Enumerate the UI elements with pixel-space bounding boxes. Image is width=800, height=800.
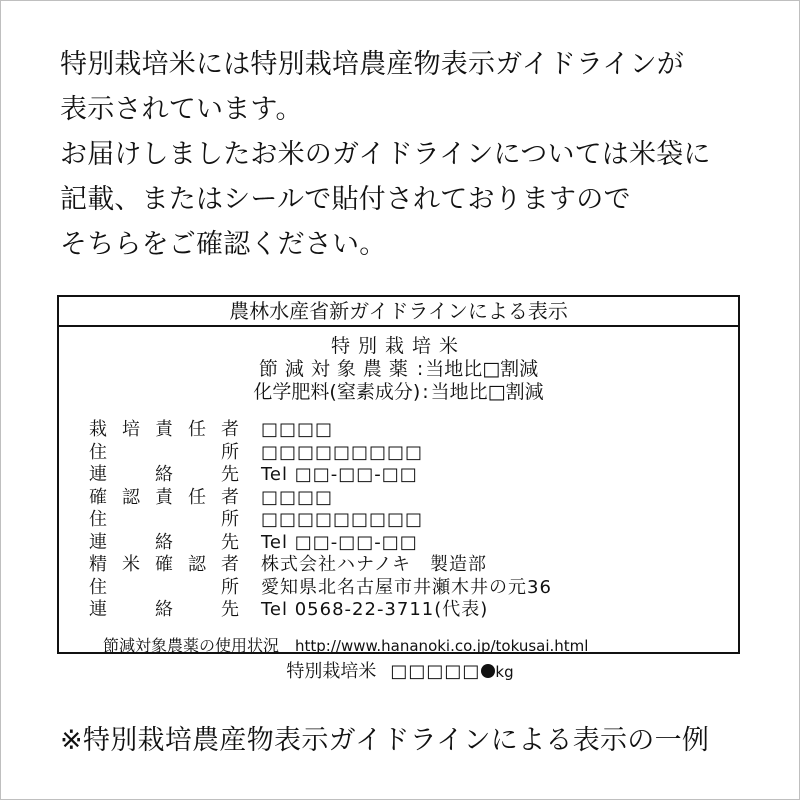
info-key-char: 絡 [155,599,173,620]
info-row [89,509,552,532]
info-key [89,509,239,532]
intro-line: 特別栽培米には特別栽培農産物表示ガイドラインが [60,49,684,80]
info-row [89,577,552,600]
colon: : [422,381,429,403]
info-key-char: 栽 [89,419,107,440]
pesticide-value: 当地比□割減 [425,358,539,380]
info-key-char: 住 [89,576,107,598]
info-key-char: 責 [155,419,173,440]
fertilizer-value: 当地比□割減 [430,381,544,403]
intro-text [60,42,780,267]
usage-status-label: 節減対象農薬の使用状況 [103,636,280,655]
guideline-label-box [57,295,740,654]
info-key [89,419,239,442]
info-key-char: 所 [221,576,239,598]
info-key [89,599,239,622]
intro-line: 表示されています。 [60,94,303,125]
info-key [89,532,239,555]
intro-line: お届けしましたお米のガイドラインについては米袋に [60,139,711,170]
info-key-char: 確 [155,554,173,575]
intro-line: そちらをご確認ください。 [60,229,387,260]
info-key [89,554,239,577]
label-header: 農林水産省新ガイドラインによる表示 [59,297,738,327]
info-key-char: 者 [221,554,239,575]
fertilizer-line [59,377,738,404]
info-key-char: 先 [221,531,239,553]
info-key-char: 連 [89,464,107,485]
info-value: □□□□□□□□□ [261,509,424,530]
info-key-char: 連 [89,531,107,553]
info-key-char: 確 [89,486,107,508]
info-key-char: 培 [122,419,140,440]
info-key [89,487,239,510]
info-key-char: 絡 [155,464,173,485]
info-value: Tel □□-□□-□□ [261,531,418,553]
info-key-char: 認 [188,554,206,575]
info-row [89,419,552,442]
info-key-char: 住 [89,441,107,463]
intro-line: 記載、またはシールで貼付されておりますので [60,184,631,215]
filled-circle-icon [481,664,495,678]
info-key [89,464,239,487]
weight-value: □□□□□ [390,661,481,682]
pesticide-key: 節減対象農薬 [258,358,415,380]
info-key-char: 任 [188,486,206,508]
info-key [89,442,239,465]
weight-label: 特別栽培米 [286,661,377,682]
info-key-char: 絡 [155,531,173,553]
info-key-char: 者 [221,486,239,508]
weight-line [0,657,800,683]
weight-unit: kg [495,663,514,681]
producer-info [89,419,552,622]
info-key-char: 先 [221,464,239,485]
usage-status-url[interactable]: http://www.hananoki.co.jp/tokusai.html [295,637,589,655]
info-row [89,464,552,487]
info-value: □□□□□□□□□ [261,441,424,463]
info-key-char: 米 [122,554,140,575]
info-key-char: 所 [221,509,239,530]
info-value: 愛知県北名古屋市井瀬木井の元36 [261,576,552,598]
info-key-char: 任 [188,419,206,440]
info-value: □□□□ [261,486,334,508]
info-key [89,577,239,600]
info-key-char: 精 [89,554,107,575]
info-value: 株式会社ハナノキ 製造部 [261,554,488,575]
info-value: Tel □□-□□-□□ [261,464,418,485]
info-value: □□□□ [261,419,334,440]
info-key-char: 責 [155,486,173,508]
info-row [89,532,552,555]
colon: : [416,358,424,380]
info-key-char: 認 [122,486,140,508]
info-row [89,554,552,577]
info-key-char: 所 [221,441,239,463]
info-row [89,442,552,465]
usage-status-line [103,633,588,656]
info-key-char: 先 [221,599,239,620]
info-row [89,599,552,622]
fertilizer-key: 化学肥料(窒素成分) [253,381,421,403]
label-title: 特別栽培米 [330,335,466,357]
info-row [89,487,552,510]
info-key-char: 住 [89,509,107,530]
example-note: ※特別栽培農産物表示ガイドラインによる表示の一例 [60,725,710,756]
info-value: Tel 0568-22-3711(代表) [261,599,489,620]
info-key-char: 者 [221,419,239,440]
info-key-char: 連 [89,599,107,620]
